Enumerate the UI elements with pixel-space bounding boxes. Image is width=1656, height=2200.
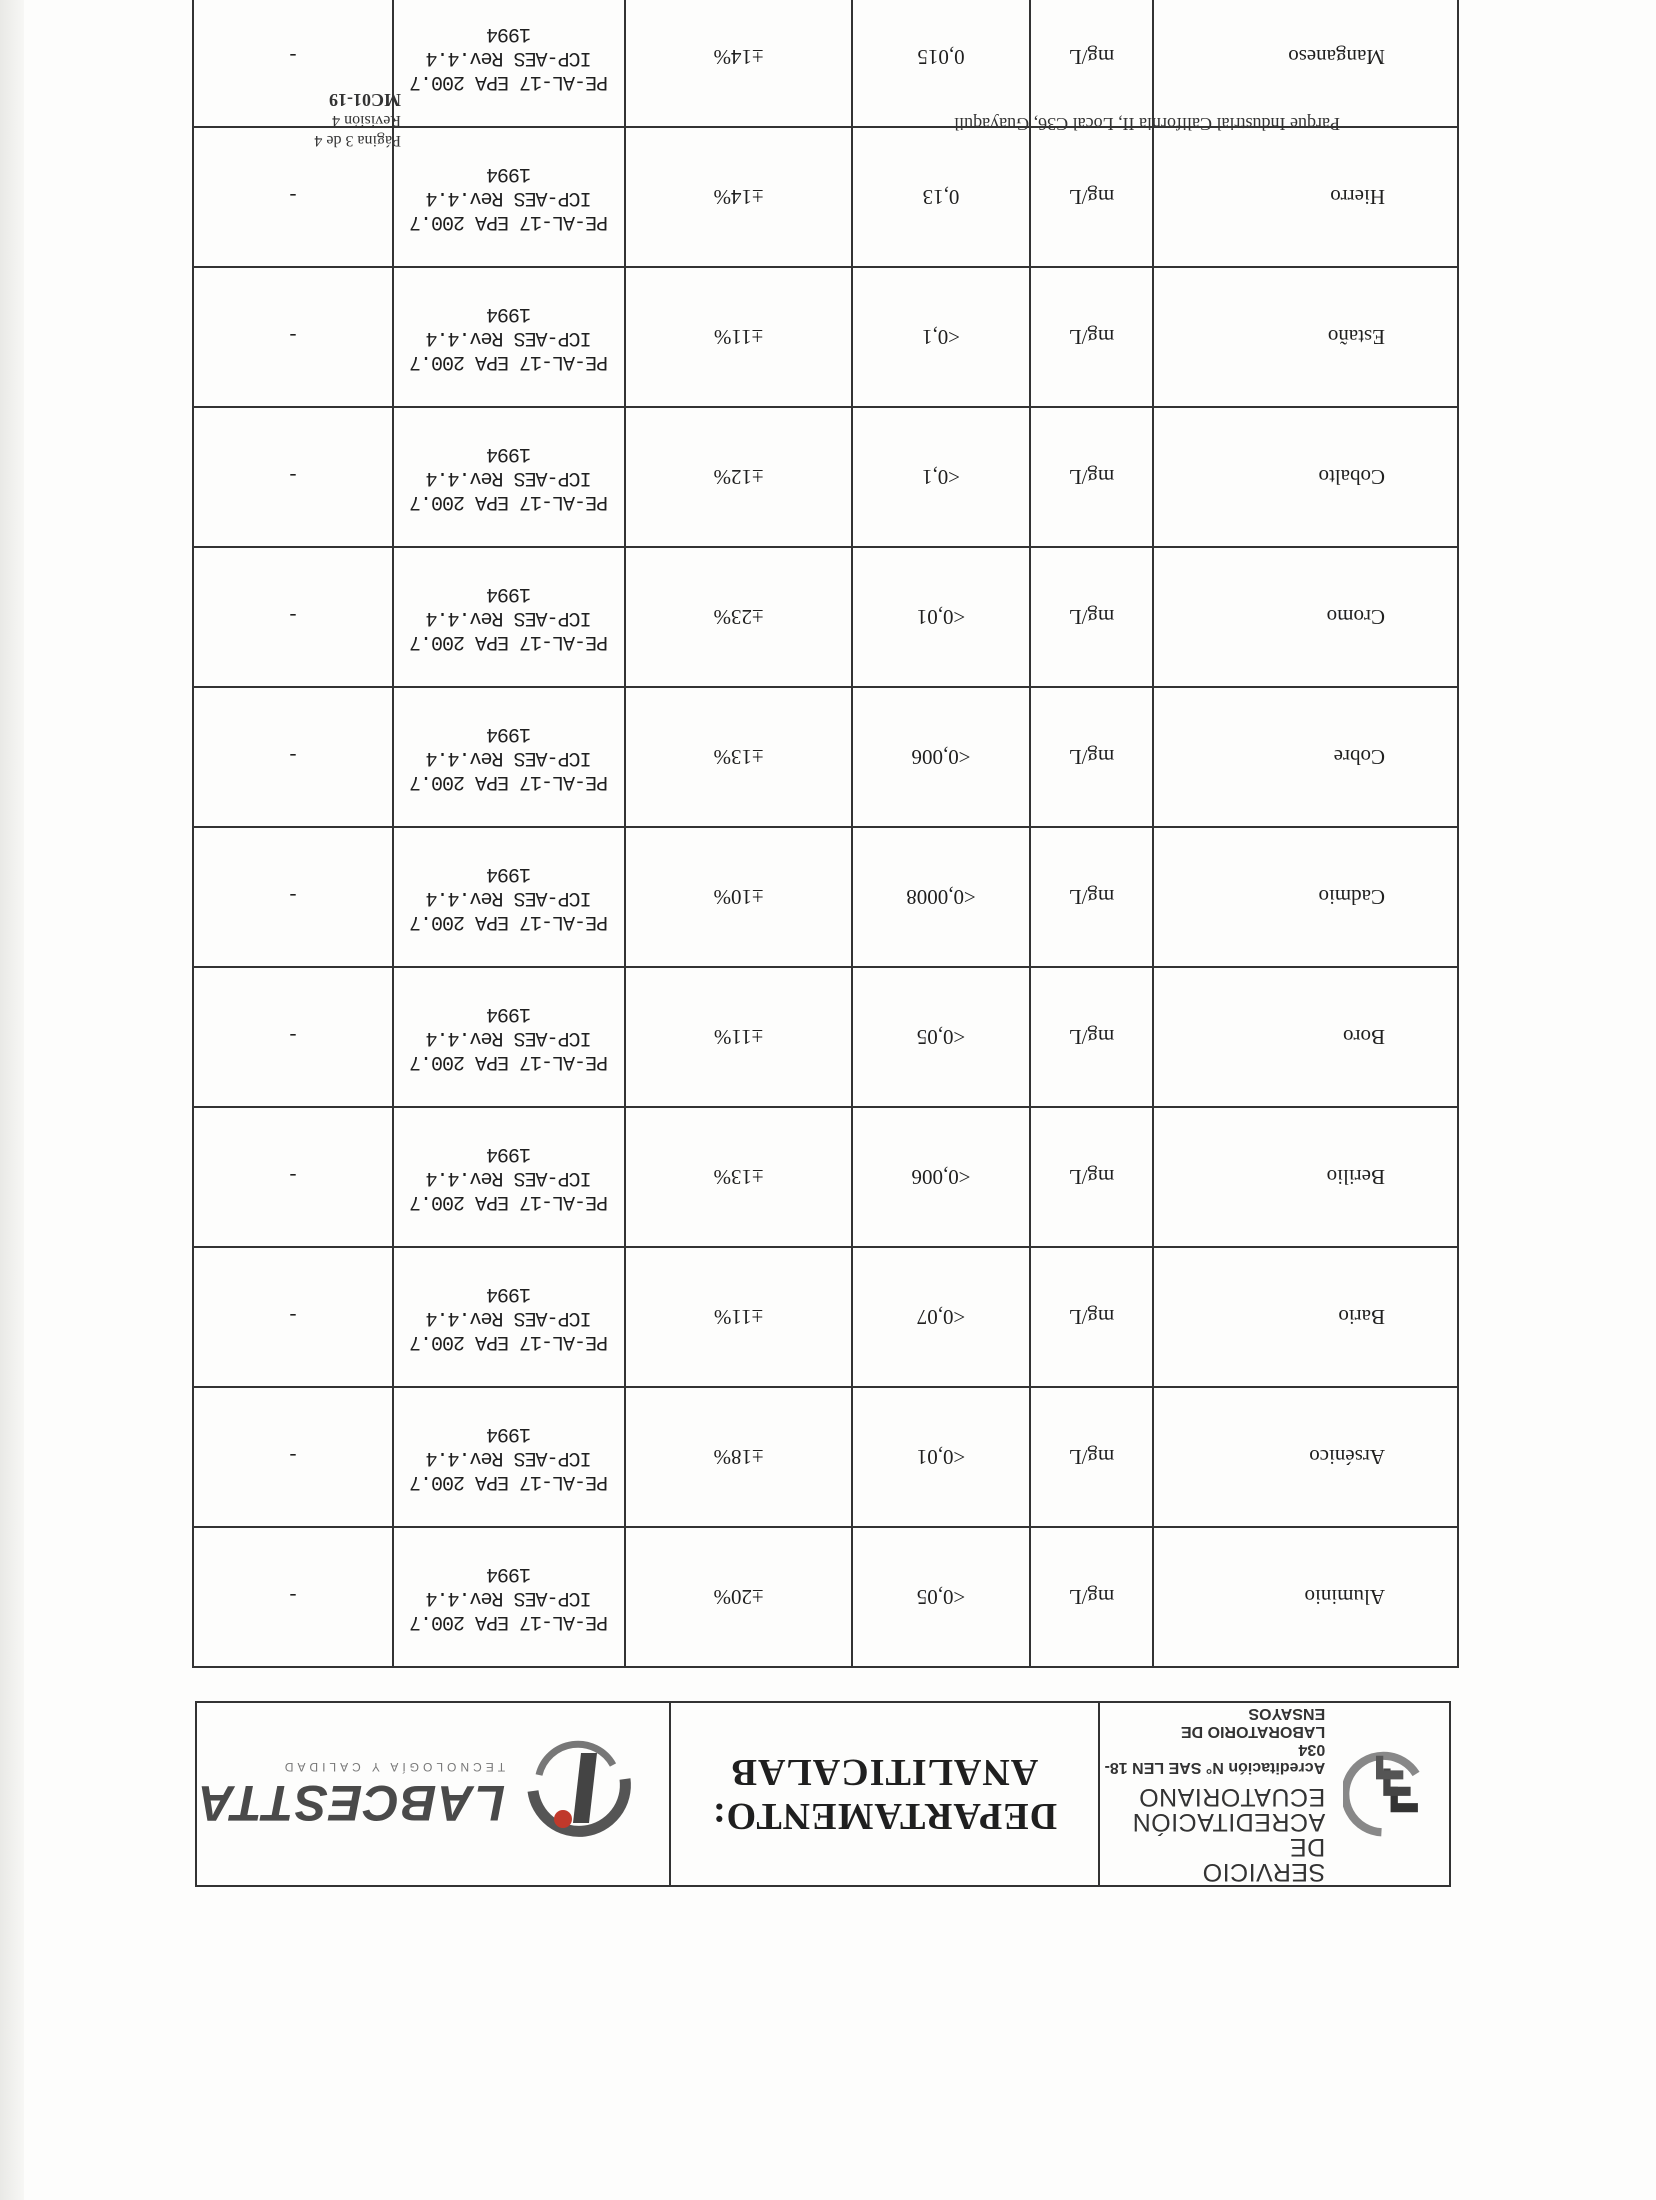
result-cell: <0,01 bbox=[852, 547, 1030, 687]
unit-cell: mg/L bbox=[1030, 127, 1153, 267]
method-line: 1994 bbox=[487, 1282, 532, 1305]
unit-cell: mg/L bbox=[1030, 547, 1153, 687]
accreditation-text bbox=[1100, 1704, 1325, 1884]
limit-cell: - bbox=[193, 267, 393, 407]
method-line: ICP-AES Rev.4.4 bbox=[426, 46, 592, 69]
method-cell bbox=[393, 547, 625, 687]
method-line: ICP-AES Rev.4.4 bbox=[426, 606, 592, 629]
method-line: 1994 bbox=[487, 1142, 532, 1165]
accreditor-name-line-2: DE ACREDITACIÓN bbox=[1132, 1808, 1326, 1861]
department-label: DEPARTAMENTO: bbox=[711, 1795, 1058, 1837]
parameter-cell: Estaño bbox=[1153, 267, 1458, 407]
table-row bbox=[193, 827, 1458, 967]
table-row bbox=[193, 1247, 1458, 1387]
result-cell: <0,05 bbox=[852, 967, 1030, 1107]
page-number: Página 3 de 4 bbox=[314, 132, 401, 149]
parameter-cell: Arsénico bbox=[1153, 1387, 1458, 1527]
method-line: ICP-AES Rev.4.4 bbox=[426, 186, 592, 209]
company-name: LABCESTTA bbox=[197, 1775, 506, 1831]
parameter-cell: Berilio bbox=[1153, 1107, 1458, 1247]
revision: Revisión 4 bbox=[332, 112, 401, 129]
accreditation-block bbox=[1098, 1703, 1449, 1885]
method-line: ICP-AES Rev.4.4 bbox=[426, 1166, 592, 1189]
accreditor-name-line-3: ECUATORIANO bbox=[1138, 1783, 1326, 1811]
method-line: PE-AL-17 EPA 200.7 bbox=[409, 1330, 609, 1353]
uncertainty-cell: ±10% bbox=[625, 827, 852, 967]
method-line: PE-AL-17 EPA 200.7 bbox=[409, 70, 609, 93]
unit-cell: mg/L bbox=[1030, 967, 1153, 1107]
limit-cell: - bbox=[193, 0, 393, 127]
parameter-cell: Cadmio bbox=[1153, 827, 1458, 967]
unit-cell: mg/L bbox=[1030, 0, 1153, 127]
unit-cell: mg/L bbox=[1030, 1107, 1153, 1247]
method-line: PE-AL-17 EPA 200.7 bbox=[409, 1190, 609, 1213]
result-cell: <0,01 bbox=[852, 1387, 1030, 1527]
method-line: ICP-AES Rev.4.4 bbox=[426, 1586, 592, 1609]
method-cell bbox=[393, 1107, 625, 1247]
method-line: PE-AL-17 EPA 200.7 bbox=[409, 910, 609, 933]
table-row bbox=[193, 1387, 1458, 1527]
uncertainty-cell: ±13% bbox=[625, 687, 852, 827]
parameter-cell: Manganeso bbox=[1153, 0, 1458, 127]
unit-cell: mg/L bbox=[1030, 267, 1153, 407]
uncertainty-cell: ±18% bbox=[625, 1387, 852, 1527]
company-text bbox=[197, 1760, 506, 1831]
company-logo-block bbox=[197, 1703, 669, 1885]
accreditor-name-line-1: SERVICIO bbox=[1202, 1858, 1326, 1886]
table-row bbox=[193, 1107, 1458, 1247]
method-line: ICP-AES Rev.4.4 bbox=[426, 1026, 592, 1049]
method-cell bbox=[393, 267, 625, 407]
uncertainty-cell: ±13% bbox=[625, 1107, 852, 1247]
results-table-body bbox=[193, 0, 1458, 1667]
table-row bbox=[193, 687, 1458, 827]
parameter-cell: Cromo bbox=[1153, 547, 1458, 687]
unit-cell: mg/L bbox=[1030, 827, 1153, 967]
result-cell: <0,1 bbox=[852, 267, 1030, 407]
method-cell bbox=[393, 127, 625, 267]
method-line: PE-AL-17 EPA 200.7 bbox=[409, 1610, 609, 1633]
result-cell: <0,07 bbox=[852, 1247, 1030, 1387]
uncertainty-cell: ±12% bbox=[625, 407, 852, 547]
limit-cell: - bbox=[193, 1247, 393, 1387]
result-cell: <0,006 bbox=[852, 687, 1030, 827]
uncertainty-cell: ±11% bbox=[625, 267, 852, 407]
unit-cell: mg/L bbox=[1030, 407, 1153, 547]
method-cell bbox=[393, 1247, 625, 1387]
limit-cell: - bbox=[193, 407, 393, 547]
method-line: PE-AL-17 EPA 200.7 bbox=[409, 350, 609, 373]
method-cell bbox=[393, 1387, 625, 1527]
uncertainty-cell: ±20% bbox=[625, 1527, 852, 1667]
limit-cell: - bbox=[193, 127, 393, 267]
footer-address: Parque Industrial California II, Local C36, Guayaquil bbox=[954, 114, 1340, 134]
method-line: PE-AL-17 EPA 200.7 bbox=[409, 1050, 609, 1073]
sae-logo-icon bbox=[1343, 1744, 1427, 1844]
parameter-cell: Cobre bbox=[1153, 687, 1458, 827]
unit-cell: mg/L bbox=[1030, 1247, 1153, 1387]
method-line: 1994 bbox=[487, 162, 532, 185]
method-line: ICP-AES Rev.4.4 bbox=[426, 326, 592, 349]
parameter-cell: Aluminio bbox=[1153, 1527, 1458, 1667]
uncertainty-cell: ±11% bbox=[625, 967, 852, 1107]
result-cell: <0,05 bbox=[852, 1527, 1030, 1667]
unit-cell: mg/L bbox=[1030, 687, 1153, 827]
method-line: 1994 bbox=[487, 722, 532, 745]
limit-cell: - bbox=[193, 1527, 393, 1667]
labcestta-logo-icon bbox=[519, 1739, 639, 1849]
table-row bbox=[193, 967, 1458, 1107]
company-tagline: TECNOLOGÍA Y CALIDAD bbox=[280, 1760, 506, 1774]
method-line: 1994 bbox=[487, 22, 532, 45]
method-line: 1994 bbox=[487, 862, 532, 885]
table-row bbox=[193, 267, 1458, 407]
lab-label: LABORATORIO DE ENSAYOS bbox=[1180, 1705, 1326, 1740]
method-line: 1994 bbox=[487, 582, 532, 605]
method-cell bbox=[393, 687, 625, 827]
limit-cell: - bbox=[193, 827, 393, 967]
uncertainty-cell: ±14% bbox=[625, 127, 852, 267]
parameter-cell: Bario bbox=[1153, 1247, 1458, 1387]
limit-cell: - bbox=[193, 967, 393, 1107]
parameter-cell: Cobalto bbox=[1153, 407, 1458, 547]
method-line: ICP-AES Rev.4.4 bbox=[426, 886, 592, 909]
method-line: 1994 bbox=[487, 1002, 532, 1025]
method-line: ICP-AES Rev.4.4 bbox=[426, 466, 592, 489]
result-cell: 0,015 bbox=[852, 0, 1030, 127]
limit-cell: - bbox=[193, 687, 393, 827]
method-cell bbox=[393, 1527, 625, 1667]
method-line: ICP-AES Rev.4.4 bbox=[426, 746, 592, 769]
footer-page-info bbox=[314, 90, 401, 150]
method-line: 1994 bbox=[487, 1422, 532, 1445]
method-line: PE-AL-17 EPA 200.7 bbox=[409, 630, 609, 653]
method-cell bbox=[393, 967, 625, 1107]
method-cell bbox=[393, 0, 625, 127]
accreditation-number: Acreditación N° SAE LEN 18-034 bbox=[1104, 1741, 1326, 1776]
results-table bbox=[192, 0, 1459, 1668]
limit-cell: - bbox=[193, 547, 393, 687]
limit-cell: - bbox=[193, 1387, 393, 1527]
uncertainty-cell: ±14% bbox=[625, 0, 852, 127]
method-line: PE-AL-17 EPA 200.7 bbox=[409, 770, 609, 793]
table-row bbox=[193, 1527, 1458, 1667]
method-line: PE-AL-17 EPA 200.7 bbox=[409, 1470, 609, 1493]
table-row bbox=[193, 407, 1458, 547]
unit-cell: mg/L bbox=[1030, 1387, 1153, 1527]
department-name: ANALITICALAB bbox=[730, 1751, 1039, 1793]
method-line: 1994 bbox=[487, 442, 532, 465]
method-line: ICP-AES Rev.4.4 bbox=[426, 1306, 592, 1329]
result-cell: <0,1 bbox=[852, 407, 1030, 547]
method-line: PE-AL-17 EPA 200.7 bbox=[409, 490, 609, 513]
result-cell: <0,006 bbox=[852, 1107, 1030, 1247]
department-block bbox=[669, 1703, 1098, 1885]
scan-edge bbox=[0, 0, 24, 2200]
uncertainty-cell: ±23% bbox=[625, 547, 852, 687]
document-code: MC01-19 bbox=[329, 90, 401, 110]
report-header bbox=[195, 1701, 1451, 1887]
method-line: 1994 bbox=[487, 1562, 532, 1585]
result-cell: 0,13 bbox=[852, 127, 1030, 267]
method-cell bbox=[393, 407, 625, 547]
unit-cell: mg/L bbox=[1030, 1527, 1153, 1667]
result-cell: <0,0008 bbox=[852, 827, 1030, 967]
method-line: 1994 bbox=[487, 302, 532, 325]
limit-cell: - bbox=[193, 1107, 393, 1247]
method-cell bbox=[393, 827, 625, 967]
method-line: ICP-AES Rev.4.4 bbox=[426, 1446, 592, 1469]
uncertainty-cell: ±11% bbox=[625, 1247, 852, 1387]
table-row bbox=[193, 547, 1458, 687]
parameter-cell: Boro bbox=[1153, 967, 1458, 1107]
method-line: PE-AL-17 EPA 200.7 bbox=[409, 210, 609, 233]
parameter-cell: Hierro bbox=[1153, 127, 1458, 267]
